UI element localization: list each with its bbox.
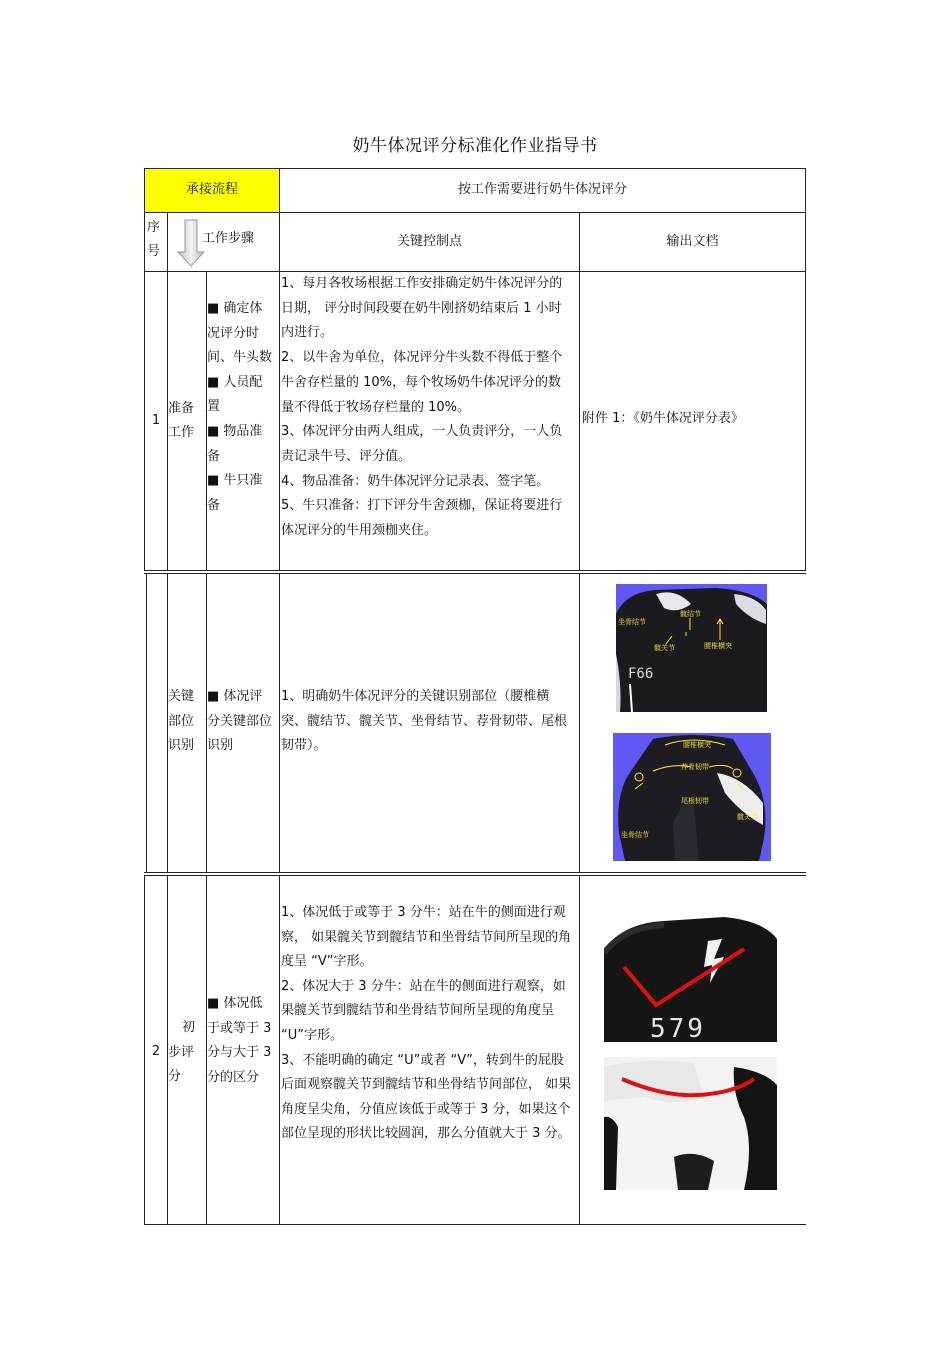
process-desc-cell — [280, 169, 805, 212]
svg-text:坐骨结节: 坐骨结节 — [618, 618, 646, 626]
row3-seq: 2 — [151, 1043, 161, 1059]
key-point: 4、物品准备：奶牛体况评分记录表、签字笔。 — [281, 473, 550, 489]
key-point: 3、不能明确的确定 “U”或者 “V”，转到牛的屁股后面观察髋关节到髋结节和坐骨结节间部位， 如果角度呈尖角，分值应该低于或等于 3 分，如果这个部位呈现的形状比较圆润，那么分值就大于 3 分。 — [281, 1052, 572, 1142]
row2-key-points — [281, 685, 573, 759]
row2-stage: 关键部位识别 — [168, 689, 195, 753]
sub-item: ■ 确定体况评分时间、牛头数 — [207, 301, 273, 366]
process-desc: 按工作需要进行奶牛体况评分 — [457, 182, 627, 198]
cow-v-shape-photo — [604, 909, 777, 1042]
row1-output: 附件 1：《奶牛体况评分表》 — [582, 411, 744, 426]
row3-stage: 初步评分 — [168, 1020, 196, 1084]
cow-rear-photo — [613, 733, 771, 861]
ear-tag-text: 579 — [650, 1014, 706, 1042]
key-point: 3、体况评分由两人组成，一人负责评分，一人负责记录牛号、评分值。 — [281, 424, 563, 464]
sub-item: ■ 体况低于或等于 3 分与大于 3 分的区分 — [207, 996, 272, 1085]
col-keypoints-header — [280, 214, 579, 270]
cow-rump-side-photo — [616, 584, 767, 712]
col-output-label: 输出文档 — [666, 233, 719, 249]
key-point: 2、体况大于 3 分牛：站在牛的侧面进行观察，如果髋关节到髋结节和坐骨结节间所呈现的角度呈 “U”字形。 — [281, 978, 566, 1043]
row1-seq: 1 — [151, 412, 161, 428]
svg-text:荐骨韧带: 荐骨韧带 — [681, 763, 709, 771]
col-seq-label: 序号 — [147, 220, 161, 259]
key-point: 1、体况低于或等于 3 分牛：站在牛的侧面进行观察， 如果髋关节到髋结节和坐骨结节间所呈现的角度呈 “V”字形。 — [281, 905, 572, 970]
svg-text:髋结节: 髋结节 — [680, 610, 701, 618]
row2-sub-items — [207, 685, 275, 759]
row3-key-points — [281, 901, 573, 1147]
sub-item: ■ 体况评分关键部位识别 — [207, 689, 273, 753]
row1-sub-items — [207, 297, 273, 518]
col-steps-label: 工作步骤 — [202, 231, 255, 246]
row1-stage: 准备工作 — [168, 401, 195, 440]
row1-key-points — [281, 272, 573, 544]
process-label: 承接流程 — [185, 182, 238, 198]
svg-text:髋关节: 髋关节 — [654, 644, 675, 652]
sub-item: ■ 人员配置 — [207, 374, 263, 415]
process-label-cell — [145, 169, 279, 212]
col-output-header — [580, 214, 805, 270]
key-point: 1、每月各牧场根据工作安排确定奶牛体况评分的日期， 评分时间段要在奶牛刚挤奶结束后 1 小时内进行。 — [281, 276, 563, 341]
col-steps-header — [168, 214, 279, 270]
svg-text:坐骨结节: 坐骨结节 — [621, 831, 649, 839]
ear-tag-text: F66 — [628, 666, 654, 682]
col-keypoints-label: 关键控制点 — [396, 233, 462, 249]
key-point: 5、牛只准备：打下评分牛舍颈枷，保证将要进行体况评分的牛用颈枷夹住。 — [281, 498, 563, 539]
cow-u-shape-photo — [604, 1057, 777, 1190]
sub-item: ■ 牛只准备 — [207, 473, 263, 513]
key-point: 2、以牛舍为单位，体况评分牛头数不得低于整个牛舍存栏量的 10%，每个牧场奶牛体况评分的数量不得低于牧场存栏量的 10%。 — [281, 350, 563, 415]
page-title: 奶牛体况评分标准化作业指导书 — [352, 136, 598, 156]
svg-text:腰椎横突: 腰椎横突 — [683, 741, 711, 749]
key-point: 1、明确奶牛体况评分的关键识别部位（腰椎横突、髋结节、髋关节、坐骨结节、荐骨韧带、尾根韧带）。 — [281, 689, 568, 753]
sub-item: ■ 物品准备 — [207, 423, 263, 464]
svg-text:腰椎横突: 腰椎横突 — [704, 642, 732, 650]
svg-text:髋关节: 髋关节 — [737, 813, 758, 821]
row3-sub-items — [207, 992, 273, 1090]
svg-text:尾根韧带: 尾根韧带 — [681, 797, 709, 805]
col-seq-header — [145, 214, 167, 270]
